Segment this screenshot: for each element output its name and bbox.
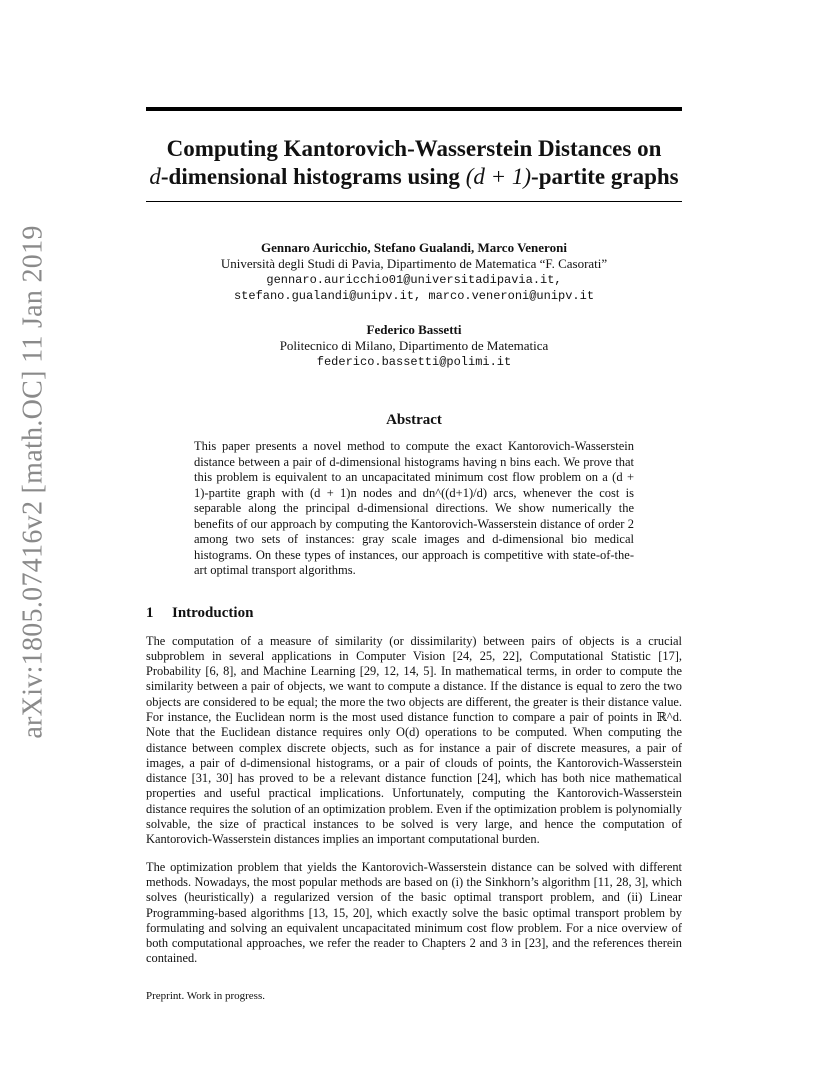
title-line-1: Computing Kantorovich-Wasserstein Distances on [166, 136, 662, 161]
abstract-heading: Abstract [386, 412, 442, 428]
email-line-3: federico.bassetti@polimi.it [316, 355, 512, 369]
author-block [146, 240, 682, 370]
section-number: 1 [146, 604, 154, 621]
author-names-2: Federico Bassetti [366, 322, 462, 337]
title-rule-bottom [146, 201, 682, 202]
preprint-footnote: Preprint. Work in progress. [146, 990, 265, 1002]
title-line-2: d-dimensional histograms using (d + 1)-partite graphs [149, 164, 679, 189]
affiliation-2: Politecnico di Milano, Dipartimento de Matematica [279, 338, 549, 353]
abstract-text: This paper presents a novel method to compute the exact Kantorovich-Wasserstein distance between a pair of d-dimensional histograms having n bins each. We prove that this problem is equivalent to an uncapacitated minimum cost flow problem on a (d + 1)-partite graph with (d + 1)n nodes and dn^((d+1)/d) arcs, whenever the cost is separable along the principal d-dimensional directions. We show numerically the benefits of our approach by computing the Kantorovich-Wasserstein distance of order 2 among two sets of instances: gray scale images and d-dimensional bio medical histograms. On these types of instances, our approach is competitive with state-of-the-art optimal transport algorithms. [194, 439, 634, 577]
arxiv-side-stamp [14, 225, 54, 739]
author-block-2 [146, 322, 682, 370]
title-rule-top [146, 107, 682, 111]
section-heading [146, 605, 682, 622]
paper-title [146, 135, 682, 191]
affiliation-1: Università degli Studi di Pavia, Dipartimento de Matematica “F. Casorati” [220, 256, 608, 271]
email-line-2: stefano.gualandi@unipv.it, marco.veneroni@unipv.it [233, 289, 595, 303]
section-title: Introduction [172, 604, 254, 621]
intro-paragraph-2: The optimization problem that yields the Kantorovich-Wasserstein distance can be solved with different methods. Nowadays, the most popular methods are based on (i) the Sinkhorn’s algorithm [11, 28, 3], which solves (heuristically) a regularized version of the basic optimal transport problem, and (ii) Linear Programming-based algorithms [13, 15, 20], which exactly solve the basic optimal transport problem by formulating and solving an equivalent uncapacitated minimum cost flow problem. For a nice overview of both computational approaches, we refer the reader to Chapters 2 and 3 in [23], and the references therein contained. [146, 859, 682, 966]
email-line-1: gennaro.auricchio01@universitadipavia.it, [266, 273, 562, 287]
intro-paragraph-1: The computation of a measure of similarity (or dissimilarity) between pairs of objects is a crucial subproblem in several applications in Computer Vision [24, 25, 22], Computational Statistic [17], Probability [6, 8], and Machine Learning [29, 12, 14, 5]. In mathematical terms, in order to compute the similarity between a pair of objects, we want to compute a distance. If the distance is equal to zero the two objects are considered to be equal; the more the two objects are different, the greater is their distance value. For instance, the Euclidean norm is the most used distance function to compare a pair of points in ℝ^d. Note that the Euclidean distance requires only O(d) operations to be computed. When computing the distance between complex discrete objects, such as for instance a pair of discrete measures, a pair of images, a pair of d-dimensional histograms, or a pair of clouds of points, the Kantorovich-Wasserstein distance [31, 30] has proved to be a relevant distance function [24], which has both nice mathematical properties and useful practical implications. Unfortunately, computing the Kantorovich-Wasserstein distance requires the solution of an optimization problem. Even if the optimization problem is polynomially solvable, the size of practical instances to be solved is very large, and hence the computation of Kantorovich-Wasserstein distances implies an important computational burden. [146, 633, 682, 847]
author-names-1: Gennaro Auricchio, Stefano Gualandi, Marco Veneroni [261, 240, 567, 255]
arxiv-id: arXiv:1805.07416v2 [math.OC] 11 Jan 2019 [18, 225, 50, 739]
paper-page [146, 107, 682, 967]
